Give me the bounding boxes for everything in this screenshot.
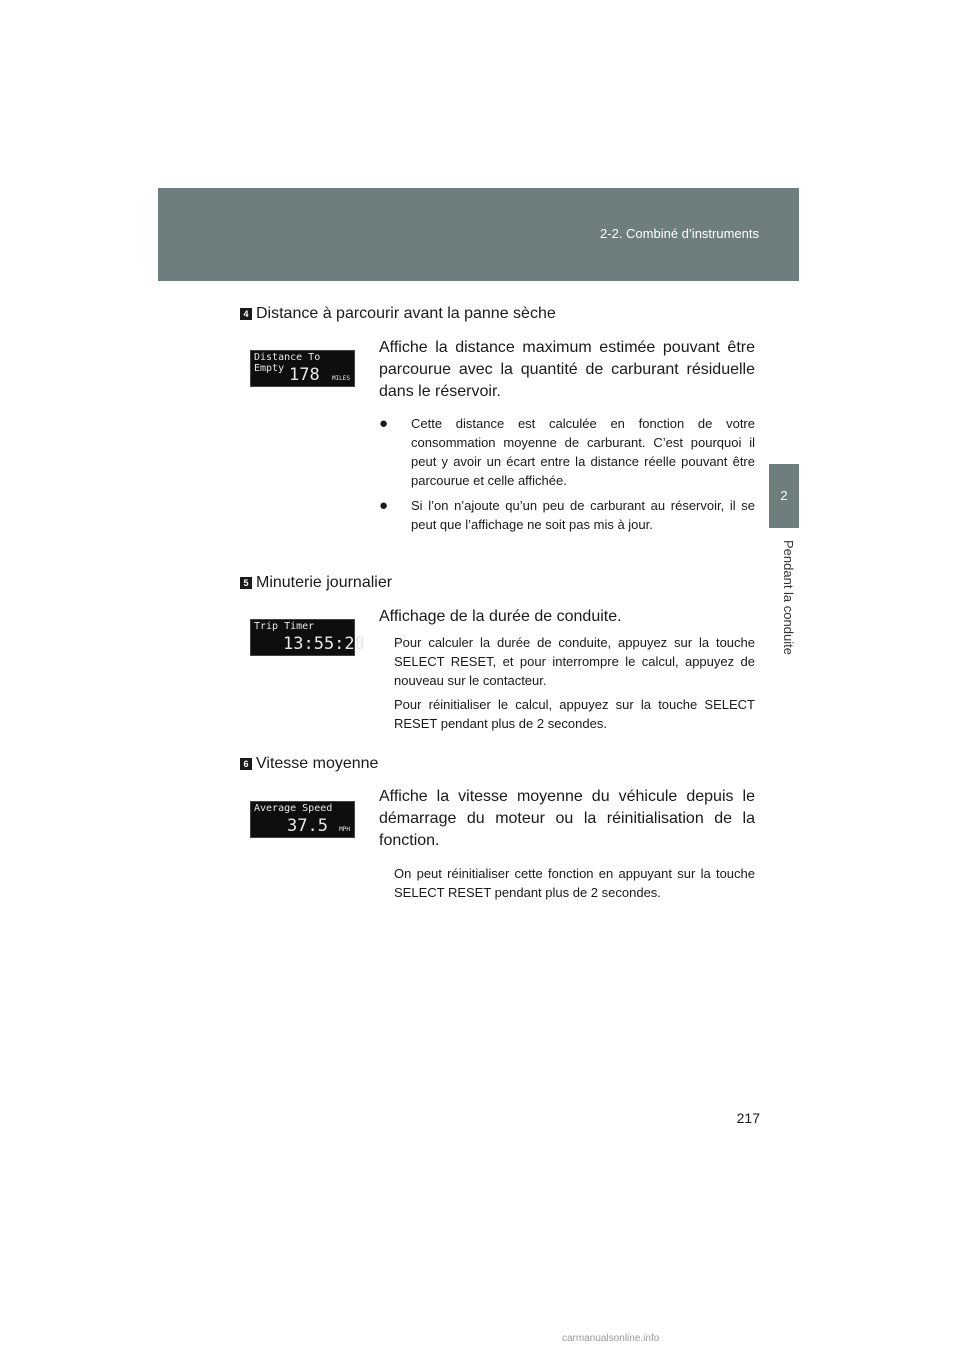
trip-timer-display [250,619,365,656]
display-value: 37.5 [287,816,328,836]
display-title: Trip Timer [254,621,315,632]
display-title: Average Speed [254,803,333,814]
section-6-heading [240,755,378,773]
display-value: 178 [289,365,320,385]
distance-to-empty-display [250,350,355,387]
average-speed-display [250,801,355,838]
section-title: Minuterie journalier [256,574,393,591]
side-tab-label: Pendant la conduite [781,540,796,655]
bullet-dot-icon: ● [379,497,389,514]
display-unit: MPH [339,826,350,833]
section-note: Pour calculer la durée de conduite, appuyez sur la touche SELECT RESET, et pour interrompre le calcul, appuyez de nouveau sur le contacteur. [394,635,755,688]
section-note: Pour réinitialiser le calcul, appuyez sur la touche SELECT RESET pendant plus de 2 secondes. [394,697,755,731]
section-number-badge: 5 [240,577,252,589]
watermark: carmanualsonline.info [562,1333,660,1344]
bullet-item [379,496,755,534]
bullet-text: Cette distance est calculée en fonction de votre consommation moyenne de carburant. C’est pourquoi il peut y avoir un écart entre la distance réelle pouvant être parcourue et celle affichée. [411,416,755,488]
bullet-item [379,414,755,490]
section-number-badge: 6 [240,758,252,770]
bullet-text: Si l’on n’ajoute qu’un peu de carburant au réservoir, il se peut que l’affichage ne soit pas mis à jour. [411,498,755,532]
bullet-dot-icon: ● [379,415,389,432]
section-description: Affiche la distance maximum estimée pouvant être parcourue avec la quantité de carburant résiduelle dans le réservoir. [379,339,755,400]
section-5-heading [240,574,392,592]
header-section-title: 2-2. Combiné d’instruments [600,226,759,241]
section-description: Affiche la vitesse moyenne du véhicule depuis le démarrage du moteur ou la réinitialisation de la fonction. [379,788,755,849]
section-number-badge: 4 [240,308,252,320]
section-description: Affichage de la durée de conduite. [379,608,622,625]
display-title: Distance To Empty [254,352,321,374]
display-value: 13:55:28 [283,634,365,654]
section-title: Distance à parcourir avant la panne sèche [256,305,556,322]
page-number: 217 [736,1110,760,1126]
side-tab-number: 2 [769,464,799,528]
section-title: Vitesse moyenne [256,755,379,772]
header-band [158,188,799,281]
section-4-heading [240,305,556,323]
section-note: On peut réinitialiser cette fonction en appuyant sur la touche SELECT RESET pendant plus de 2 secondes. [394,866,755,900]
display-unit: MILES [331,375,350,382]
